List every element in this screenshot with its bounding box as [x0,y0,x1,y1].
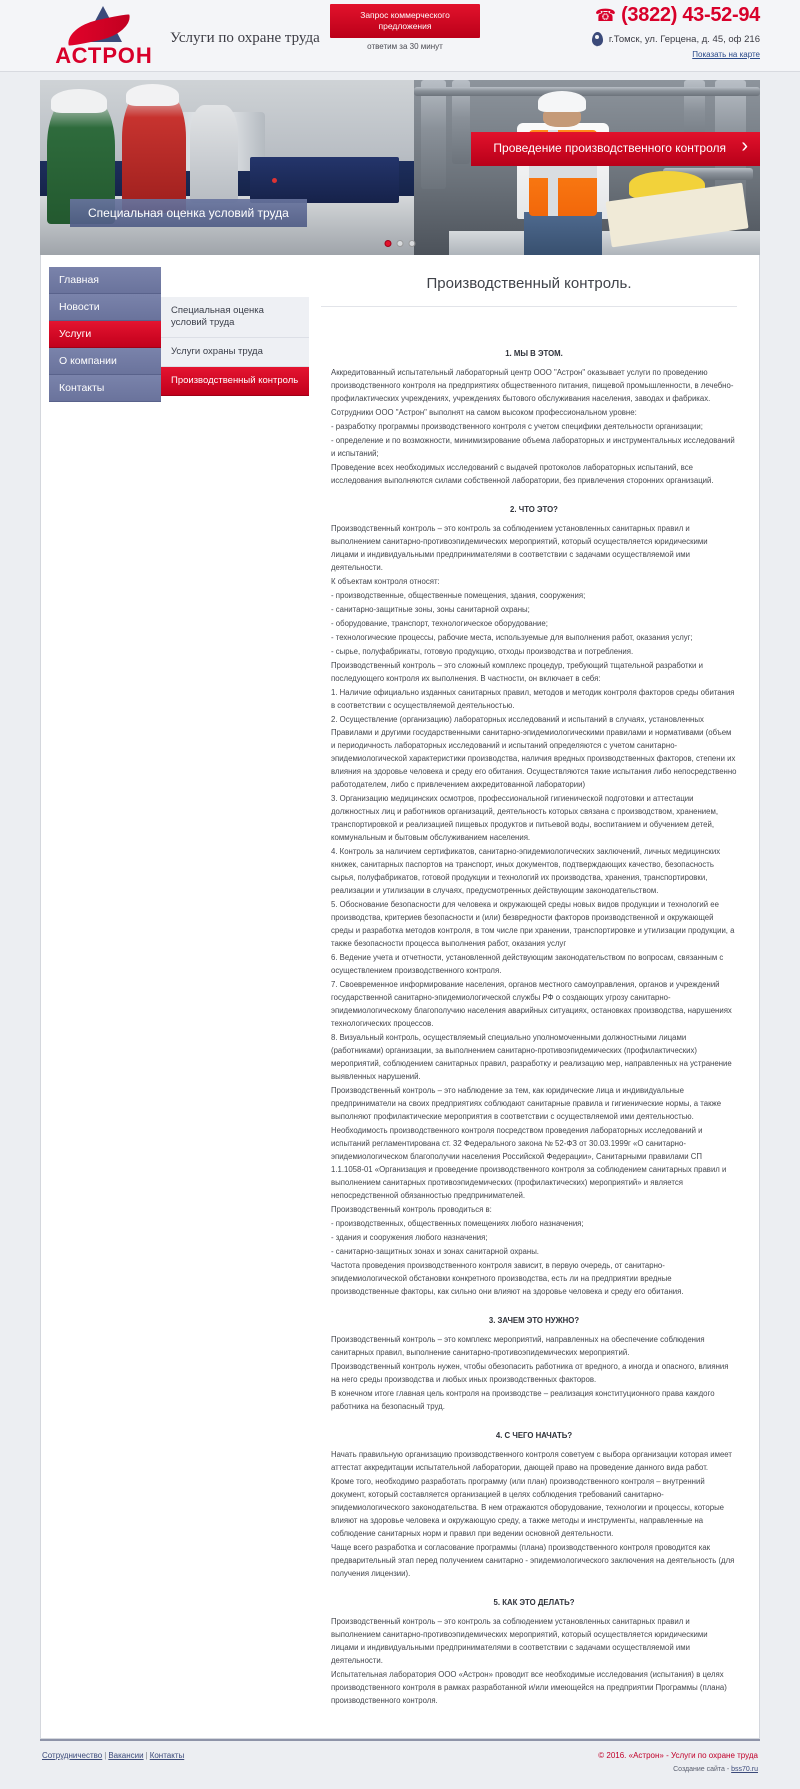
section-paragraph: Кроме того, необходимо разработать программу (или план) производственного контроля – внутренний документ, который составляется организацией в целях соблюдения требований санитарно-эпидемиологического законодательства. В нем отражаются оборудование, технологии и процессы, которые влияют на здоровье человека и окружающую среду, а также методы и инструменты, направленные на соблюдение санитарных норм и правил при ведении основной деятельности. [331,1477,725,1538]
section-paragraph: 7. Своевременное информирование населения, органов местного самоуправления, органов и учреждений государственной санитарно-эпидемиологической службы РФ о создающих угрозу санитарно-эпидемиологическому благополучию населения аварийных ситуациях, остановках производства, нарушениях технологических процессов. [331,980,732,1028]
section-paragraph: Производственный контроль – это сложный комплекс процедур, требующий тщательной разработки и последующего контроля их выполнения. В частности, он включает в себя: [331,661,703,683]
cta-block [330,4,480,51]
section-paragraph: Производственный контроль проводиться в: [331,1205,492,1214]
banner-wrapper [40,80,760,255]
footer-copyright: © 2016. «Астрон» - Услуги по охране труда [598,1751,758,1760]
sidebar-item-services[interactable]: Услуги [49,321,161,348]
section-paragraph: - санитарно-защитных зонах и зонах санитарной охраны. [331,1247,539,1256]
section-paragraph: - оборудование, транспорт, технологическое оборудование; [331,619,548,628]
section-paragraph: Частота проведения производственного контроля зависит, в первую очередь, от санитарно-эпидемиологической обстановки конкретного производства, есть ли на предприятии вредные производственные факторы, как сильно они влияют на здоровье человека и среду его обитания. [331,1261,684,1296]
section-paragraph: Производственный контроль – это наблюдение за тем, как юридические лица и индивидуальные предприниматели на своих предприятиях соблюдают санитарные правила и гигиенические нормы, а также выполняют профилактические мероприятия в соответствии с осуществляемой ими деятельностью. [331,1086,722,1121]
slide-label-special-assessment[interactable]: Специальная оценка условий труда [70,199,307,227]
section-heading: 1. МЫ В ЭТОМ. [505,349,563,358]
map-pin-icon [592,32,603,46]
sidebar-nav [49,267,161,1708]
section-paragraph: - сырье, полуфабрикаты, готовую продукцию, отходы производства и потребления. [331,647,634,656]
section-paragraph: Испытательная лаборатория ООО «Астрон» проводит все необходимые исследования (испытания) в целях производственного контроля в рамках разработанной и/или имеющейся на предприятии Программы (плана) производственного контроля. [331,1670,727,1705]
page-title: Производственный контроль. [321,265,737,307]
section-paragraph: 5. Обоснование безопасности для человека и окружающей среды новых видов продукции и технологий ее производства, критериев безопасности и (или) безвредности факторов производственной и окружающей среды и разработка методов контроля, в том числе при хранении, транспортировке и утилизации продукции, а также безопасности процесса выполнения работ, оказания услуг [331,900,735,948]
section-paragraph: Производственный контроль – это контроль за соблюдением установленных санитарных правил и выполнением санитарно-противоэпидемических мероприятий, который осуществляется юридическими лицами и индивидуальными предпринимателями в соответствии с задачами осуществляемой ими деятельности. [331,524,708,572]
hero-photo [40,80,760,255]
section-heading: 4. С ЧЕГО НАЧАТЬ? [495,1431,573,1440]
slider-dot-1[interactable] [385,240,392,247]
footer-credit-link[interactable]: bss70.ru [731,1766,758,1773]
section-paragraph: 6. Ведение учета и отчетности, установленной действующим законодательством по вопросам, связанным с осуществлением производственного контроля. [331,953,724,975]
section-paragraph: Необходимость производственного контроля посредством проведения лабораторных исследований и испытаний регламентирована ст. 32 Федерального закона № 52-ФЗ от 30.03.1999г «О санитарно-эпидемиологическом благополучии населения Российской Федерации», Санитарными правилами СП 1.1.1058-01 «Организация и проведение производственного контроля за соблюдением санитарных правил и выполнением санитарных противоэпидемических (профилактических) мероприятий» и является непосредственной обязанностью предпринимателей. [331,1126,727,1200]
footer-separator-2: | [145,1751,148,1760]
section-paragraph: - санитарно-защитные зоны, зоны санитарной охраны; [331,605,530,614]
submenu-item-special-assessment[interactable]: Специальная оценка условий труда [161,297,309,338]
footer-links [42,1751,184,1760]
submenu-item-labor-safety-services[interactable]: Услуги охраны труда [161,338,309,367]
cta-subtext: ответим за 30 минут [367,42,443,51]
show-on-map-link[interactable]: Показать на карте [692,50,760,59]
section-paragraph: Проведение всех необходимых исследований с выдачей протоколов лабораторных испытаний, все исследования выполняются силами собственной лаборатории, без привлечения сторонних организаций. [331,463,714,485]
section-paragraph: Начать правильную организацию производственного контроля советуем с выбора организации которая имеет аттестат аккредитации испытательной лаборатории, дающей право на проведение данного вида работ. [331,1450,732,1472]
request-quote-button[interactable]: Запрос коммерческого предложения [330,4,480,38]
section-paragraph: 1. Наличие официально изданных санитарных правил, методов и методик контроля факторов среды обитания в соответствии с осуществляемой деятельностью. [331,688,735,710]
section-heading: 5. КАК ЭТО ДЕЛАТЬ? [493,1598,575,1607]
section-heading: 2. ЧТО ЭТО? [510,505,558,514]
section-paragraph: К объектам контроля относят: [331,577,440,586]
article-body [331,347,737,1707]
section-paragraph: 2. Осуществление (организацию) лабораторных исследований и испытаний в случаях, установленных Правилами и другими государственными санитарно-эпидемиологическими правилами и нормативами (объем и периодичность лабораторных исследований и испытаний определяются с учетом санитарно-эпидемиологической характеристики производства, наличия вредных производственных факторов, степени их влияния на здоровье человека и среду его обитания. Осуществляются такие испытания либо непосредственно работодателем, либо с привлечением аккредитованной лаборатории) [331,715,737,789]
section-paragraph: Чаще всего разработка и согласование программы (плана) производственного контроля проводится как предварительный этап перед получением санитарно - эпидемиологического заключения на деятельность (для получения лицензии). [331,1543,735,1578]
article [161,265,759,1708]
sidebar-item-news[interactable]: Новости [49,294,161,321]
sidebar-item-about[interactable]: О компании [49,348,161,375]
section-paragraph: Аккредитованный испытательный лабораторный центр ООО "Астрон" оказывает услуги по проведению производственного контроля на предприятиях общественного питания, пищевой промышленности, в лечебно-профилактических учреждениях, учреждениях бытового обслуживания населения, заводах и фабриках. [331,368,734,403]
slide-label-production-control[interactable] [471,132,760,166]
address-text: г.Томск, ул. Герцена, д. 45, оф 216 [608,33,760,45]
phone-icon: ☎ [594,6,617,25]
section-paragraph: - разработку программы производственного контроля с учетом специфики деятельности организации; [331,422,703,431]
slide-right-text: Проведение производственного контроля [493,141,726,155]
section-paragraph: В конечном итоге главная цель контроля на производстве – реализация конституционного права каждого работника на безопасный труд. [331,1389,715,1411]
section-heading: 3. ЗАЧЕМ ЭТО НУЖНО? [488,1316,580,1325]
footer-right [598,1751,758,1773]
section-paragraph: Производственный контроль – это контроль за соблюдением установленных санитарных правил и выполнением санитарно-противоэпидемических мероприятий, который осуществляется юридическими лицами и индивидуальными предпринимателями в соответствии с задачами осуществляемой ими деятельности. [331,1617,708,1665]
submenu-item-production-control[interactable]: Производственный контроль [161,367,309,396]
main-content-panel [40,255,760,1739]
slider-dots[interactable] [385,240,416,247]
footer-separator-1: | [104,1751,107,1760]
section-paragraph: Производственный контроль нужен, чтобы обезопасить работника от вредного, а иногда и опасного, влияния на него среды производства и любых иных производственных факторов. [331,1362,729,1384]
section-paragraph: - производственных, общественных помещениях любого назначения; [331,1219,584,1228]
footer-credit [598,1766,758,1773]
footer-link-contacts[interactable]: Контакты [149,1751,185,1760]
section-paragraph: 4. Контроль за наличием сертификатов, санитарно-эпидемиологических заключений, личных медицинских книжек, санитарных паспортов на транспорт, иных документов, подтверждающих качество, безопасность сырья, полуфабрикатов, готовой продукции и технологий их производства, хранения, транспортировки, реализации и утилизации в случаях, предусмотренных действующим законодательством. [331,847,721,895]
site-header [0,0,800,72]
astron-a-logo-icon [48,6,160,44]
address-row [510,32,760,46]
section-paragraph: 8. Визуальный контроль, осуществляемый специально уполномоченными должностными лицами (работниками) организации, за выполнением санитарно-противоэпидемических (профилактических) мероприятий, соблюдением санитарных правил, разработку и реализацию мер, направленных на устранение выявленных нарушений. [331,1033,732,1081]
phone-number: (3822) 43-52-94 [621,4,760,26]
header-contacts [510,4,760,59]
section-paragraph: 3. Организацию медицинских осмотров, профессиональной гигиенической подготовки и аттестации должностных лиц и работников организаций, деятельность которых связана с производством, хранением, транспортировкой и реализацией пищевых продуктов и питьевой воды, воспитанием и обучением детей, коммунальным и бытовым обслуживанием населения. [331,794,719,842]
chevron-right-icon: › [741,135,748,157]
services-submenu [161,297,309,396]
hero-slider[interactable] [40,80,760,255]
slider-dot-2[interactable] [397,240,404,247]
site-footer [40,1739,760,1789]
sidebar-item-contacts[interactable]: Контакты [49,375,161,402]
section-paragraph: Производственный контроль – это комплекс мероприятий, направленных на обеспечение соблюдения санитарных правил, выполнение санитарно-противоэпидемических мероприятий. [331,1335,705,1357]
sidebar-item-home[interactable]: Главная [49,267,161,294]
footer-credit-prefix: Создание сайта - [673,1766,732,1773]
section-paragraph: - определение и по возможности, минимизирование объема лабораторных и инструментальных исследований и испытаний; [331,436,735,458]
section-paragraph: Сотрудники ООО "Астрон" выполнят на самом высоком профессиональном уровне: [331,408,637,417]
slider-dot-3[interactable] [409,240,416,247]
header-tagline: Услуги по охране труда [170,30,320,46]
phone-row[interactable] [510,4,760,27]
footer-link-cooperation[interactable]: Сотрудничество [42,1751,103,1760]
logo-wordmark: АСТРОН [55,43,153,68]
site-logo[interactable] [48,6,160,66]
footer-link-vacancies[interactable]: Вакансии [108,1751,144,1760]
section-paragraph: - производственные, общественные помещения, здания, сооружения; [331,591,586,600]
section-paragraph: - здания и сооружения любого назначения; [331,1233,488,1242]
section-paragraph: - технологические процессы, рабочие места, используемые для выполнения работ, оказания услуг; [331,633,693,642]
